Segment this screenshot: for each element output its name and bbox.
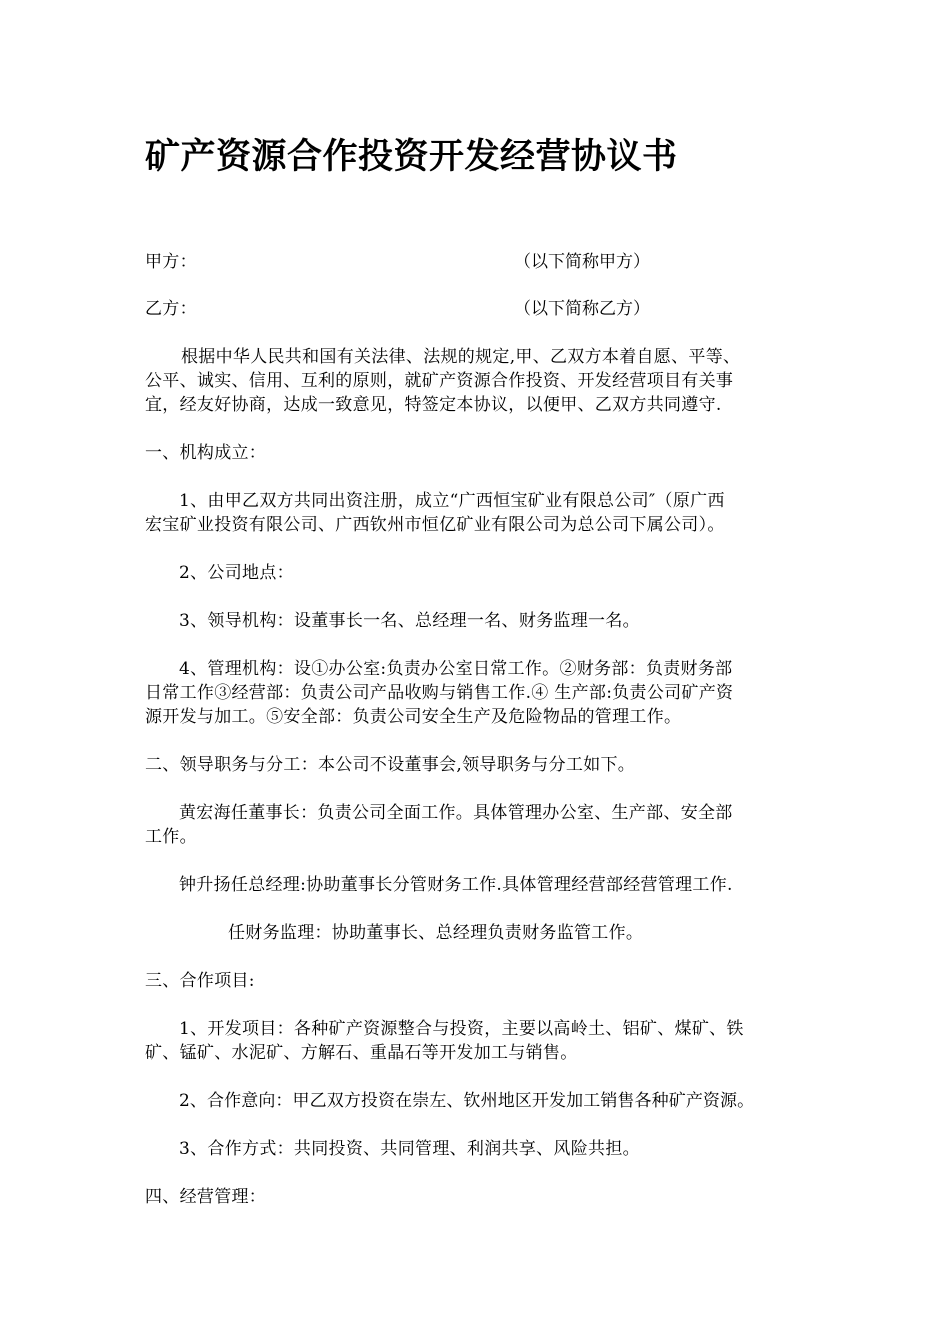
clause-line: 矿、锰矿、水泥矿、方解石、重晶石等开发加工与销售。 (145, 1043, 578, 1063)
section-heading: 一、机构成立： (145, 443, 267, 463)
section-heading: 四、经营管理： (145, 1187, 267, 1207)
preamble-line: 公平、诚实、信用、互利的原则，就矿产资源合作投资、开发经营项目有关事 (145, 371, 734, 391)
document-title: 矿产资源合作投资开发经营协议书 (145, 137, 678, 177)
party-a-label: 甲方： (145, 252, 197, 272)
clause-line: 1、由甲乙双方共同出资注册，成立“广西恒宝矿业有限总公司″（原广西 (179, 491, 725, 511)
section-heading: 二、领导职务与分工：本公司不设董事会,领导职务与分工如下。 (145, 755, 636, 775)
clause-line: 4、管理机构：设①办公室:负责办公室日常工作。②财务部：负责财务部 (179, 659, 733, 679)
clause-line: 3、合作方式：共同投资、共同管理、利润共享、风险共担。 (179, 1139, 640, 1159)
party-a-note: （以下简称甲方） (514, 252, 650, 272)
clause-line: 黄宏海任董事长：负责公司全面工作。具体管理办公室、生产部、安全部 (179, 803, 733, 823)
clause-line: 源开发与加工。⑤安全部：负责公司安全生产及危险物品的管理工作。 (145, 707, 682, 727)
clause-line: 2、合作意向：甲乙双方投资在崇左、钦州地区开发加工销售各种矿产资源。 (179, 1091, 755, 1111)
section-heading: 三、合作项目: (145, 971, 255, 991)
clause-line: 2、公司地点： (179, 563, 294, 583)
party-b-label: 乙方： (145, 299, 197, 319)
party-b-note: （以下简称乙方） (514, 299, 650, 319)
clause-line: 1、开发项目：各种矿产资源整合与投资，主要以高岭土、铝矿、煤矿、铁 (179, 1019, 744, 1039)
preamble-line: 宜，经友好协商，达成一致意见，特签定本协议，以便甲、乙双方共同遵守. (145, 395, 722, 415)
clause-line: 钟升扬任总经理:协助董事长分管财务工作.具体管理经营部经营管理工作. (179, 875, 733, 895)
preamble-line: 根据中华人民共和国有关法律、法规的规定,甲、乙双方本着自愿、平等、 (181, 347, 741, 367)
clause-line: 日常工作③经营部：负责公司产品收购与销售工作.④ 生产部:负责公司矿产资 (145, 683, 734, 703)
clause-line: 3、领导机构：设董事长一名、总经理一名、财务监理一名。 (179, 611, 640, 631)
clause-line: 工作。 (145, 827, 197, 847)
clause-line: 任财务监理：协助董事长、总经理负责财务监管工作。 (228, 923, 644, 943)
clause-line: 宏宝矿业投资有限公司、广西钦州市恒亿矿业有限公司为总公司下属公司）。 (145, 515, 725, 535)
